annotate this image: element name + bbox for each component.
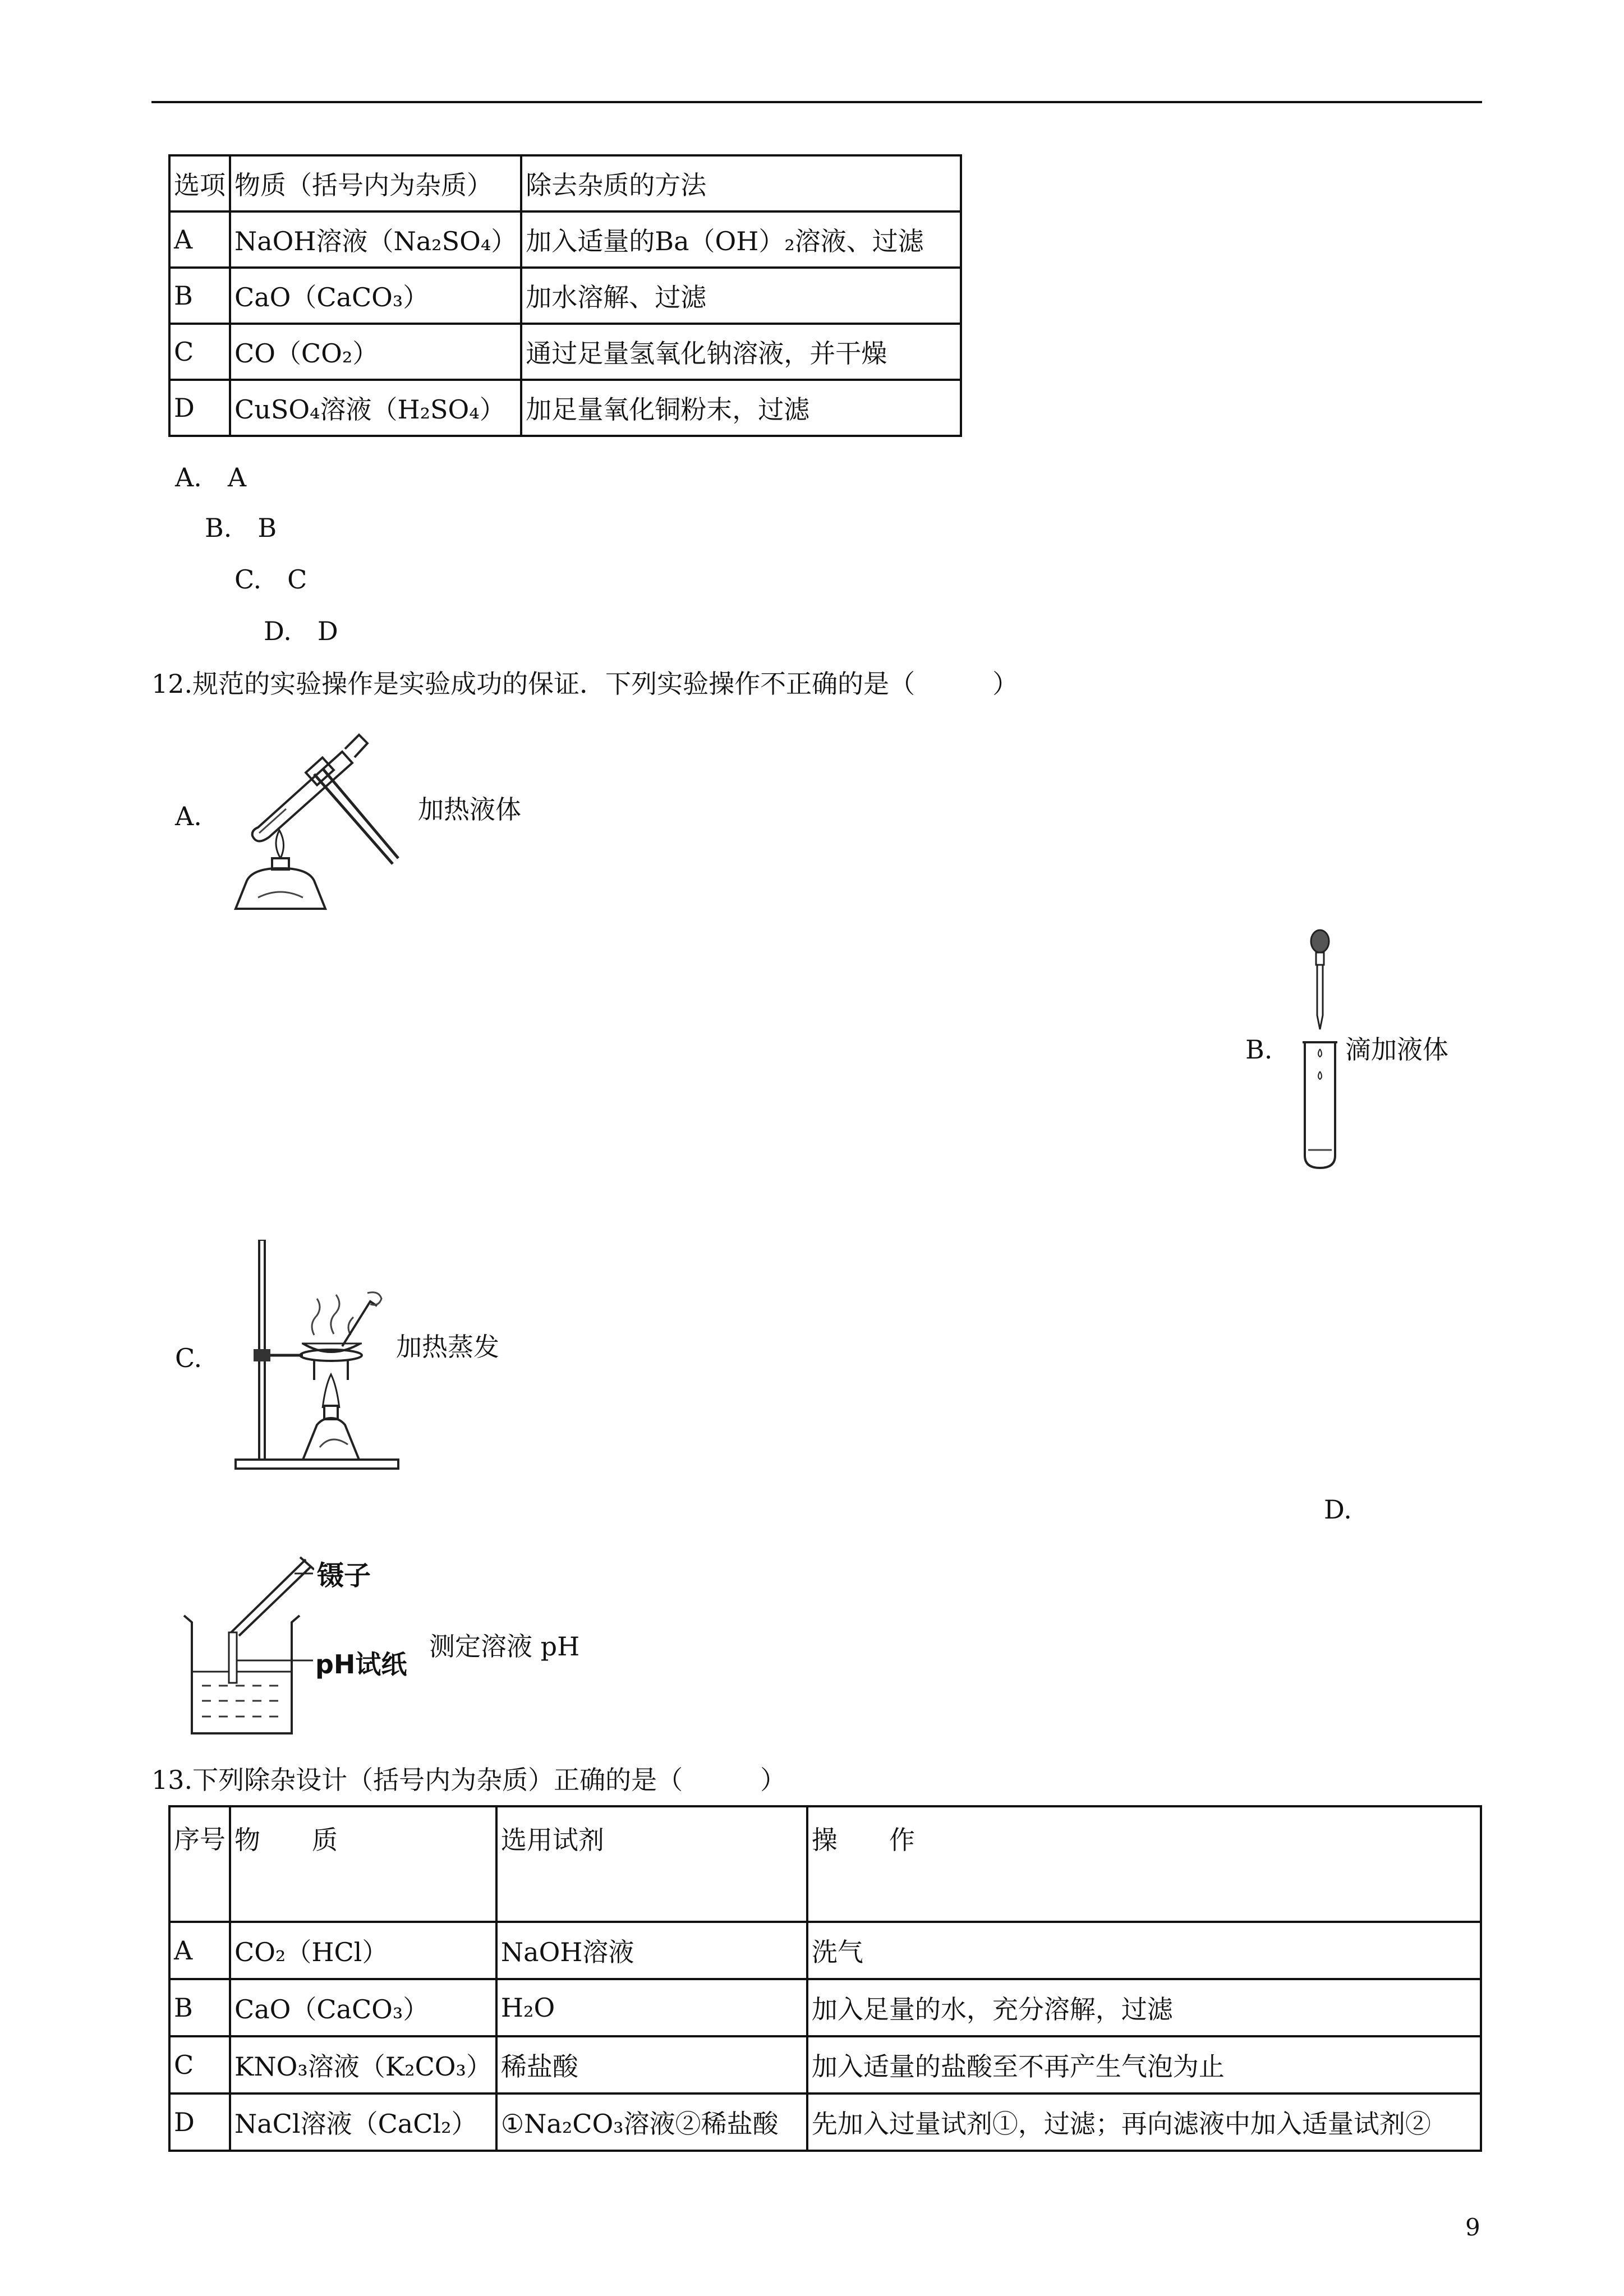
q12-option-d-letter[interactable]: D. [1324,1494,1352,1525]
table-row [169,2093,1481,2151]
ph-test-figure [180,1554,314,1739]
table-cell: 稀盐酸 [496,2036,807,2093]
q12-option-b-label: 滴加液体 [1345,1034,1448,1065]
table-cell: NaOH溶液 [496,1922,807,1979]
table-cell: 加入足量的水，充分溶解，过滤 [807,1979,1481,2036]
table-cell: NaCl溶液（CaCl₂） [230,2093,496,2151]
dropping-liquid-figure [1300,926,1340,1172]
header-cell: 选项 [169,155,230,211]
table-cell: C [169,2036,230,2093]
table-cell: D [169,2093,230,2151]
table-cell: 洗气 [807,1922,1481,1979]
table-cell: ①Na₂CO₃溶液②稀盐酸 [496,2093,807,2151]
table-cell: B [169,1979,230,2036]
ph-paper-label: pH试纸 [315,1649,407,1680]
table-cell: A [169,211,230,268]
table-cell: NaOH溶液（Na₂SO₄） [230,211,521,268]
q13-stem: 13.下列除杂设计（括号内为杂质）正确的是（ ） [151,1765,786,1795]
table-header-row [169,155,961,211]
header-cell: 序号 [169,1806,230,1922]
table-row [169,2036,1481,2093]
q12-option-c-label: 加热蒸发 [396,1332,499,1362]
header-cell: 操 作 [807,1806,1481,1922]
header-cell: 物 质 [230,1806,496,1922]
table-row [169,380,961,436]
table-cell: CO（CO₂） [230,324,521,380]
q13-table [168,1805,1482,2152]
evaporation-figure [230,1240,404,1475]
table-cell: KNO₃溶液（K₂CO₃） [230,2036,496,2093]
header-cell: 物质（括号内为杂质） [230,155,521,211]
q11-table [168,154,962,437]
heating-liquid-figure [224,718,415,920]
table-row [169,324,961,380]
table-cell: CaO（CaCO₃） [230,268,521,324]
table-cell: D [169,380,230,436]
table-cell: CO₂（HCl） [230,1922,496,1979]
header-cell: 选用试剂 [496,1806,807,1922]
table-row [169,1922,1481,1979]
page-number: 9 [1465,2214,1480,2241]
q12-option-c-letter[interactable]: C. [175,1343,203,1373]
q11-option-c[interactable]: C. C [234,564,307,595]
q12-option-a-label: 加热液体 [418,794,521,825]
q11-option-b[interactable]: B. B [205,513,277,543]
tweezers-label: 镊子 [317,1560,371,1591]
q11-option-d[interactable]: D. D [264,616,338,646]
header-rule [151,101,1482,103]
table-row [169,268,961,324]
table-cell: 通过足量氢氧化钠溶液，并干燥 [521,324,961,380]
table-cell: CaO（CaCO₃） [230,1979,496,2036]
table-cell: A [169,1922,230,1979]
table-cell: H₂O [496,1979,807,2036]
table-row [169,211,961,268]
q12-option-d-label: 测定溶液 pH [429,1631,580,1662]
table-cell: C [169,324,230,380]
q12-stem: 12.规范的实验操作是实验成功的保证．下列实验操作不正确的是（ ） [151,669,1019,699]
table-header-row [169,1806,1481,1922]
table-cell: 加水溶解、过滤 [521,268,961,324]
table-cell: 加足量氧化铜粉末，过滤 [521,380,961,436]
q11-option-a[interactable]: A. A [175,462,247,493]
table-row [169,1979,1481,2036]
table-cell: 加入适量的盐酸至不再产生气泡为止 [807,2036,1481,2093]
q12-option-b-letter[interactable]: B. [1245,1034,1273,1065]
table-cell: CuSO₄溶液（H₂SO₄） [230,380,521,436]
table-cell: 加入适量的Ba（OH）₂溶液、过滤 [521,211,961,268]
header-cell: 除去杂质的方法 [521,155,961,211]
table-cell: B [169,268,230,324]
q12-option-a-letter[interactable]: A. [175,801,202,831]
table-cell: 先加入过量试剂①，过滤；再向滤液中加入适量试剂② [807,2093,1481,2151]
